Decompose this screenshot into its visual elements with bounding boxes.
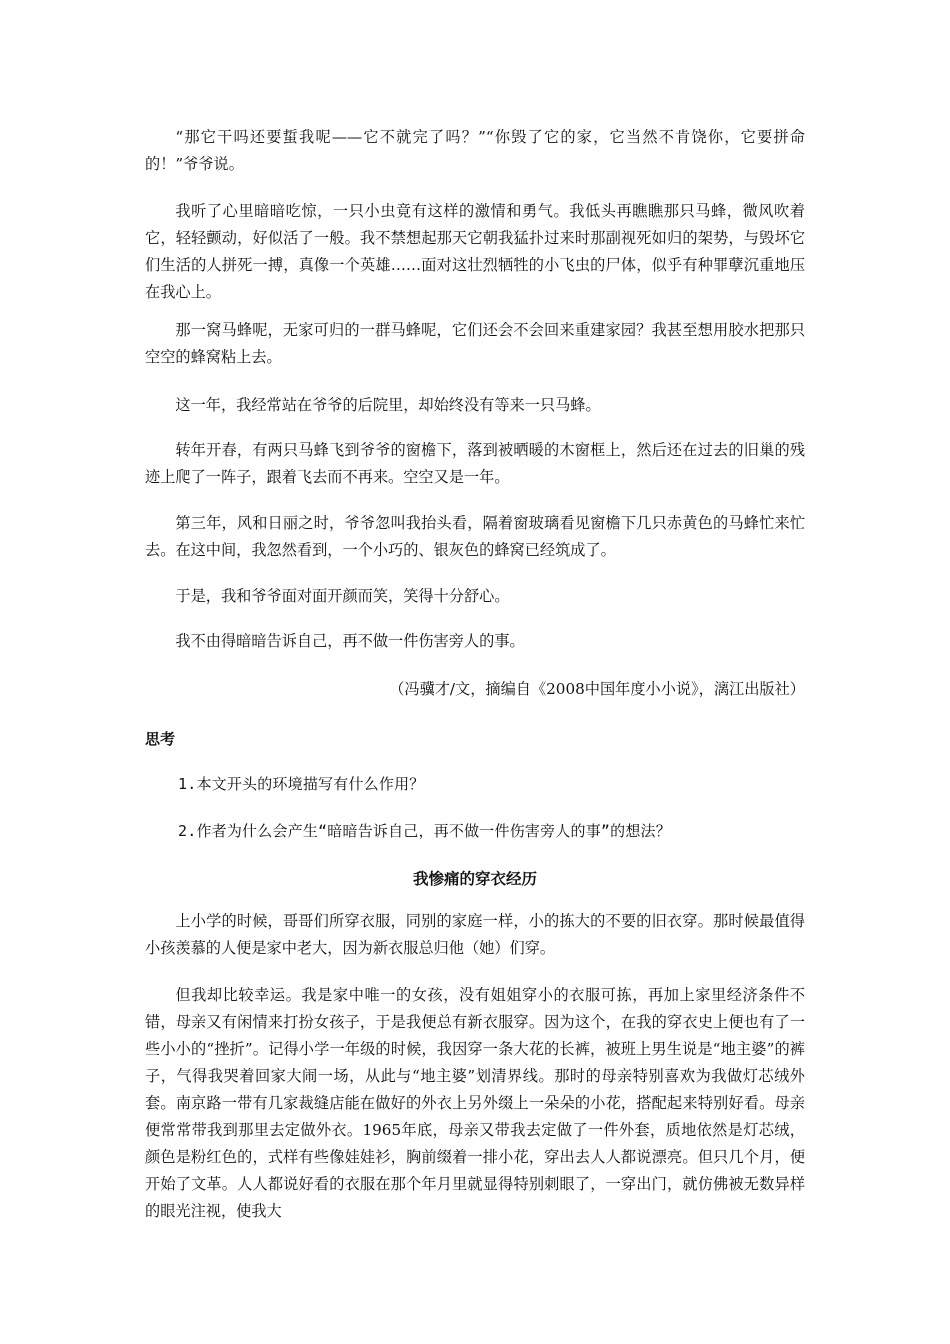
story1-paragraph-5: 转年开春，有两只马蜂飞到爷爷的窗檐下，落到被晒暖的木窗框上，然后还在过去的旧巢的残迹上爬了一阵子，跟着飞去而不再来。空空又是一年。	[145, 441, 805, 486]
think-question-2: 2.作者为什么会产生“暗暗告诉自己，再不做一件伤害旁人的事”的想法？	[178, 822, 671, 840]
story1-paragraph-2: 我听了心里暗暗吃惊，一只小虫竟有这样的激情和勇气。我低头再瞧瞧那只马蜂，微风吹着它，轻轻颤动，好似活了一般。我不禁想起那天它朝我猛扑过来时那副视死如归的架势，与毁坏它们生活的人拼死一搏，真像一个英雄……面对这壮烈牺牲的小飞虫的尸体，似乎有种罪孽沉重地压在我心上。	[145, 202, 805, 301]
story1-paragraph-7: 于是，我和爷爷面对面开颜而笑，笑得十分舒心。	[175, 587, 510, 605]
story1-paragraph-6: 第三年，风和日丽之时，爷爷忽叫我抬头看，隔着窗玻璃看见窗檐下几只赤黄色的马蜂忙来忙去。在这中间，我忽然看到，一个小巧的、银灰色的蜂窝已经筑成了。	[145, 514, 805, 559]
story1-paragraph-1: “那它干吗还要蜇我呢——它不就完了吗？”“你毁了它的家，它当然不肯饶你，它要拼命的！”爷爷说。	[145, 128, 805, 173]
story1-paragraph-8: 我不由得暗暗告诉自己，再不做一件伤害旁人的事。	[175, 632, 525, 650]
think-heading: 思考	[145, 730, 176, 748]
think-question-1: 1.本文开头的环境描写有什么作用？	[178, 775, 425, 793]
story1-paragraph-3: 那一窝马蜂呢，无家可归的一群马蜂呢，它们还会不会回来重建家园？我甚至想用胶水把那只空空的蜂窝粘上去。	[145, 321, 805, 366]
story1-paragraph-4: 这一年，我经常站在爷爷的后院里，却始终没有等来一只马蜂。	[175, 396, 601, 414]
story1-citation: （冯骥才/文，摘编自《2008中国年度小小说》，漓江出版社）	[389, 680, 805, 698]
story2-paragraph-1: 上小学的时候，哥哥们所穿衣服，同别的家庭一样，小的拣大的不要的旧衣穿。那时候最值得小孩羡慕的人便是家中老大，因为新衣服总归他（她）们穿。	[145, 912, 805, 957]
story2-title: 我惨痛的穿衣经历	[412, 869, 537, 888]
story2-paragraph-2: 但我却比较幸运。我是家中唯一的女孩，没有姐姐穿小的衣服可拣，再加上家里经济条件不错，母亲又有闲情来打扮女孩子，于是我便总有新衣服穿。因为这个，在我的穿衣史上便也有了一些小小的“挫折”。记得小学一年级的时候，我因穿一条大花的长裤，被班上男生说是“地主婆”的裤子，气得我哭着回家大闹一场，从此与“地主婆”划清界线。那时的母亲特别喜欢为我做灯芯绒外套。南京路一带有几家裁缝店能在做好的外衣上另外缀上一朵朵的小花，搭配起来特别好看。母亲便常常带我到那里去定做外衣。1965年底，母亲又带我去定做了一件外套，质地依然是灯芯绒，颜色是粉红色的，式样有些像娃娃衫，胸前缀着一排小花，穿出去人人都说漂亮。但只几个月，便开始了文革。人人都说好看的衣服在那个年月里就显得特别刺眼了，一穿出门，就仿佛被无数异样的眼光注视，使我大	[145, 986, 805, 1220]
